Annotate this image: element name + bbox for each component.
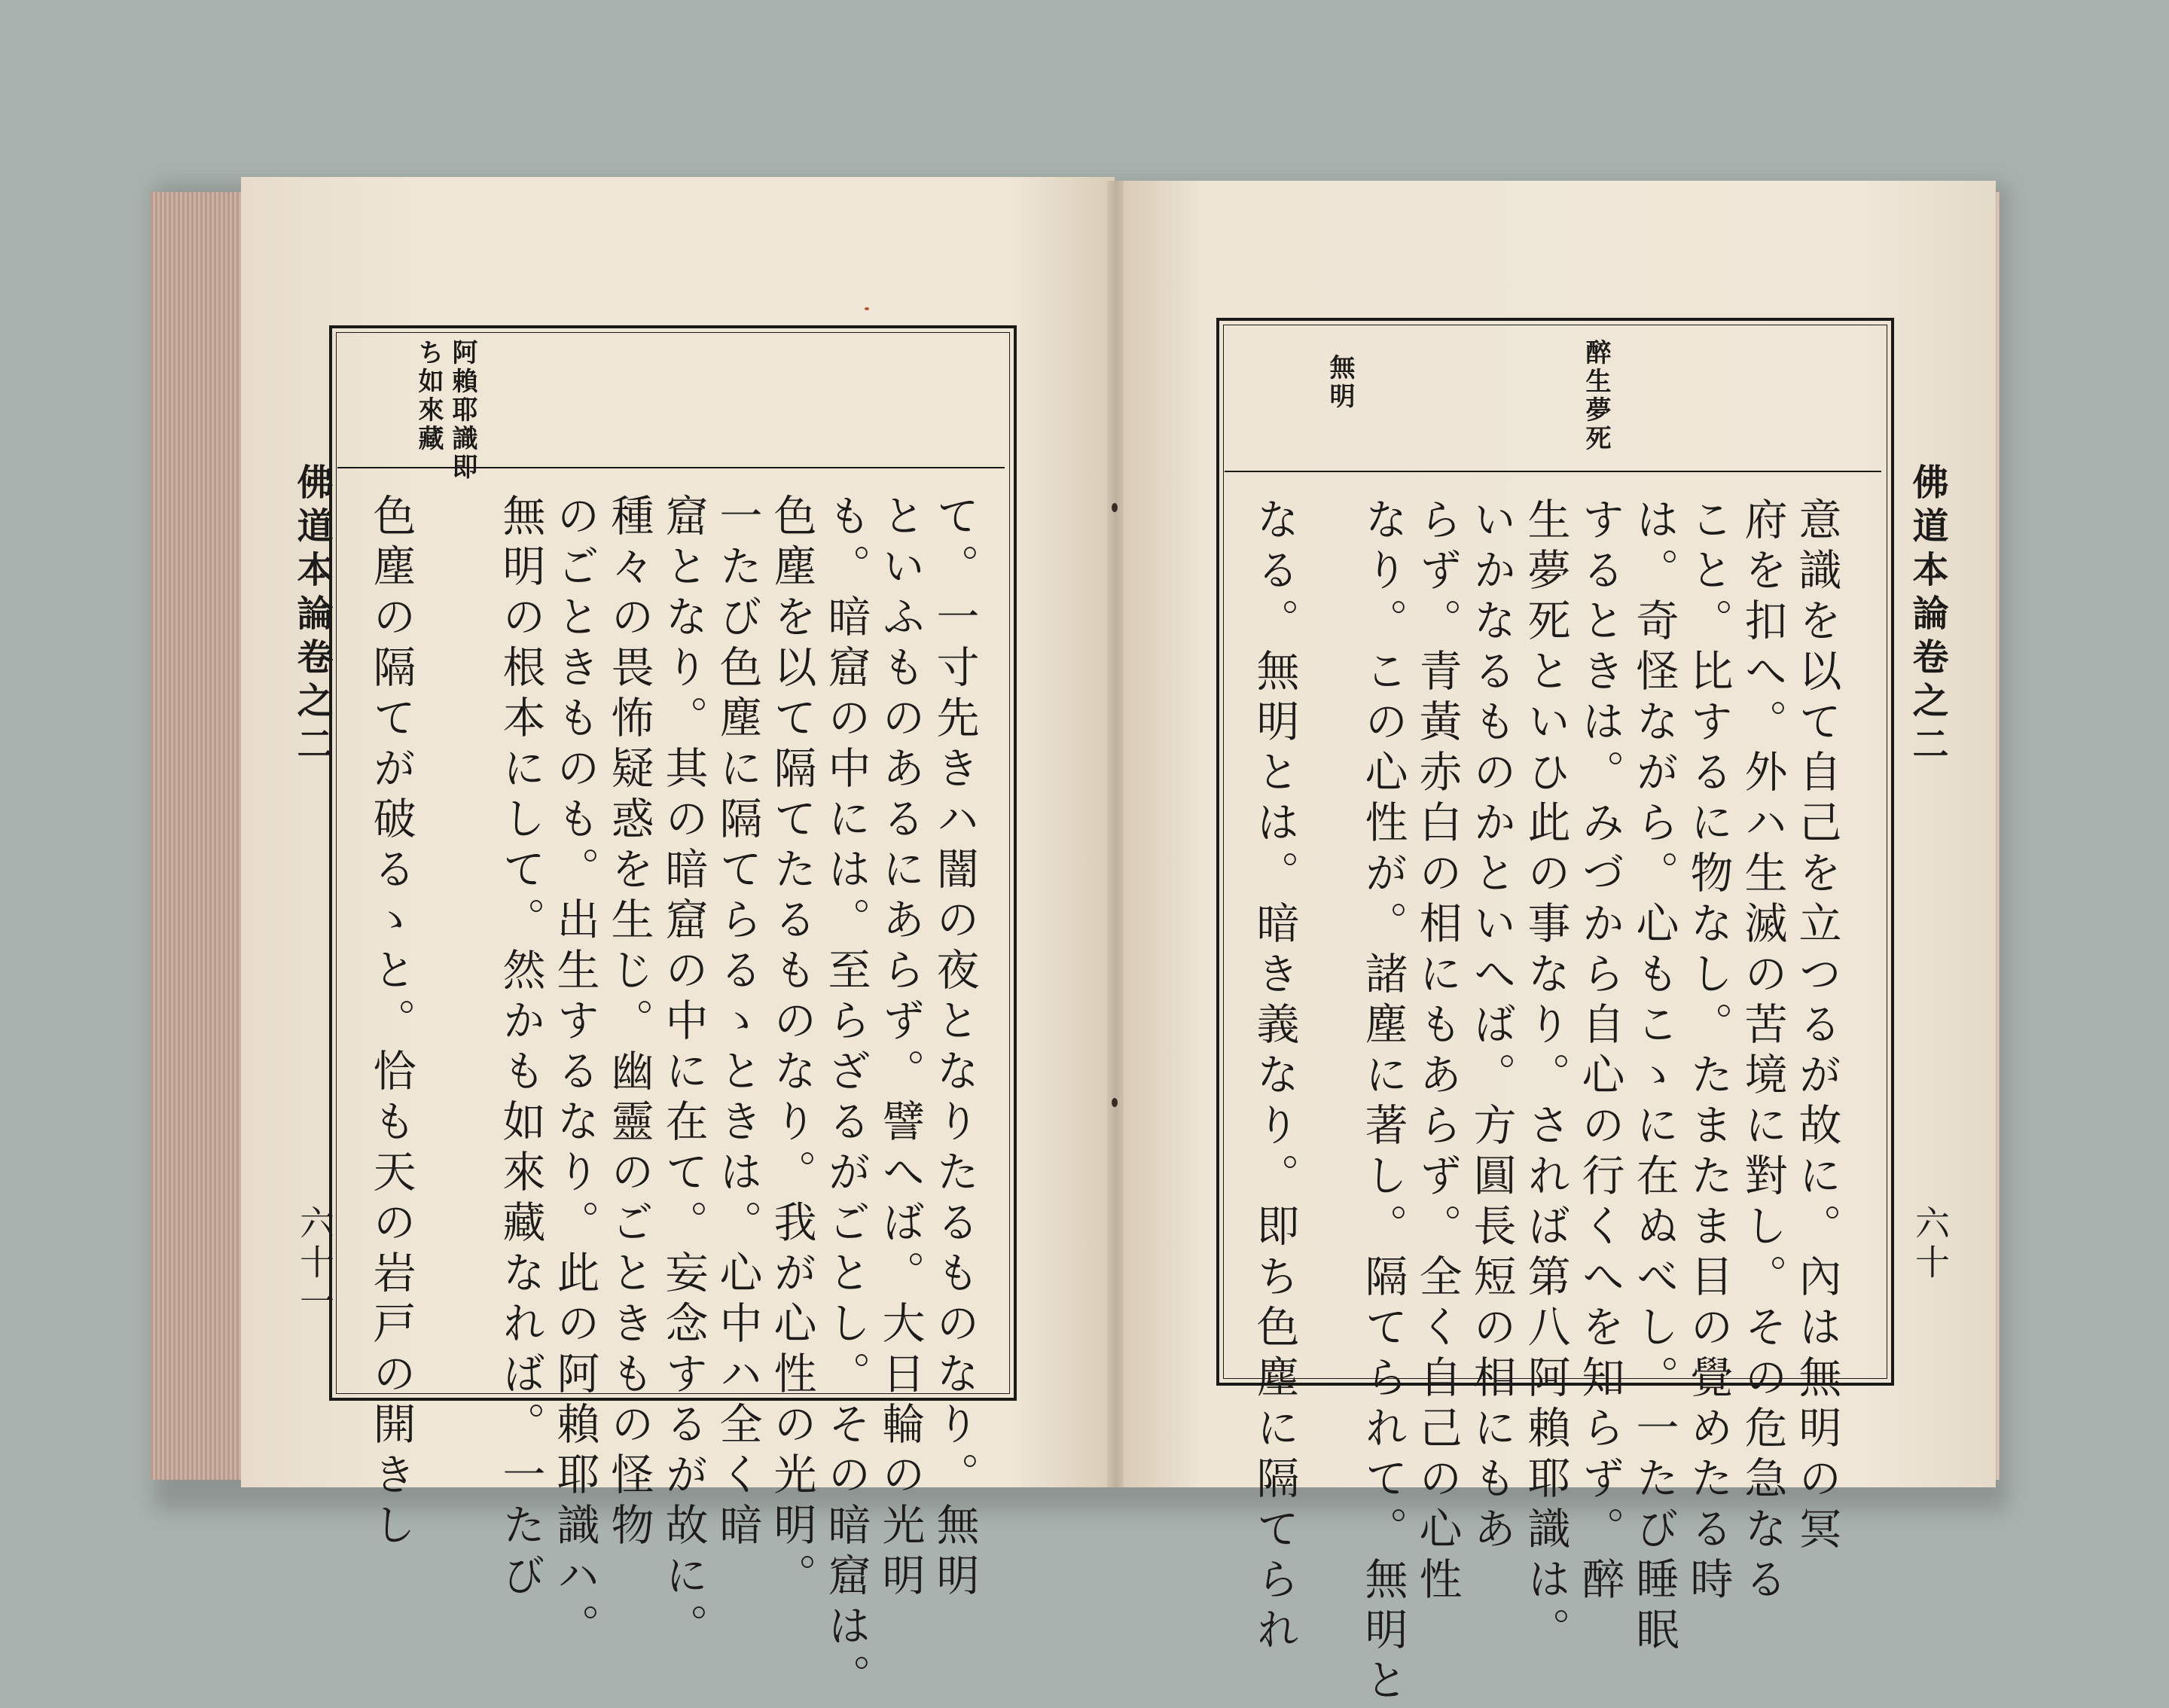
- page-edges-left: [151, 192, 249, 1480]
- left-gloss-line-1: 阿賴耶識即: [447, 339, 477, 482]
- left-column-7: 種々の畏怖疑惑を生じ。幽靈のごときもの怪物: [604, 493, 654, 1553]
- right-column-5: するときは。みづから自心の行くへを知らず。醉: [1575, 497, 1624, 1607]
- left-column-5: 一たび色塵に隔てらるゝときは。心中ハ全く暗: [712, 493, 762, 1553]
- right-running-title: 佛道本論卷之二: [1906, 463, 1948, 769]
- binding-hole-top: [1112, 503, 1118, 512]
- book-gutter: [1107, 181, 1124, 1487]
- left-column-6: 窟となり。其の暗窟の中に在て。妄念するが故に。: [658, 493, 708, 1654]
- left-column-10: 色塵の隔てが破るゝと。恰も天の岩戸の開きし: [366, 493, 416, 1553]
- right-column-9: なり。この心性が。諸塵に著し。隔てられて。無明と: [1358, 497, 1408, 1708]
- right-column-7: いかなるものかといへば。方圓長短の相にもあ: [1466, 497, 1516, 1557]
- binding-hole-bottom: [1112, 1098, 1118, 1107]
- ink-speck: [865, 307, 869, 310]
- right-gloss-rule: [1225, 471, 1881, 472]
- left-gloss-rule: [337, 467, 1005, 468]
- left-column-1: て。一寸先きハ闇の夜となりたるものなり。無明: [929, 493, 979, 1603]
- right-column-6: 生夢死といひ此の事なり。されば第八阿賴耶識は。: [1521, 497, 1570, 1658]
- right-column-2: 府を扣へ。外ハ生滅の苦境に對し。その危急なる: [1737, 497, 1787, 1607]
- left-column-2: といふものあるにあらず。譬へば。大日輪の光明: [875, 493, 925, 1603]
- right-column-8: らず。青黃赤白の相にもあらず。全く自己の心性: [1412, 497, 1462, 1607]
- right-column-3: こと。比するに物なし。たまたま目の覺めたる時: [1683, 497, 1733, 1607]
- right-column-1: 意識を以て自己を立つるが故に。內は無明の冥: [1792, 497, 1841, 1557]
- right-column-10: なる。無明とは。暗き義なり。即ち色塵に隔てられ: [1249, 497, 1299, 1658]
- left-column-4: 色塵を以て隔てたるものなり。我が心性の光明。: [767, 493, 816, 1603]
- right-folio: 六十: [1910, 1205, 1951, 1283]
- left-running-title: 佛道本論卷之二: [291, 463, 333, 769]
- left-column-3: も。暗窟の中には。至らざるがごとし。その暗窟は。: [821, 493, 871, 1704]
- left-column-9: 無明の根本にして。然かも如來藏なれば。一たび: [496, 493, 545, 1603]
- left-column-8: のごときものも。出生するなり。此の阿賴耶識ハ。: [550, 493, 599, 1654]
- left-gloss-line-2: ち如來藏: [413, 339, 444, 453]
- right-gloss-line-2: 無明: [1325, 354, 1355, 411]
- right-gloss-line-1: 醉生夢死: [1581, 339, 1611, 453]
- right-column-4: は。奇怪ながら。心もこゝに在ぬべし。一たび睡眠: [1629, 497, 1679, 1658]
- left-folio: 六十一: [294, 1205, 335, 1322]
